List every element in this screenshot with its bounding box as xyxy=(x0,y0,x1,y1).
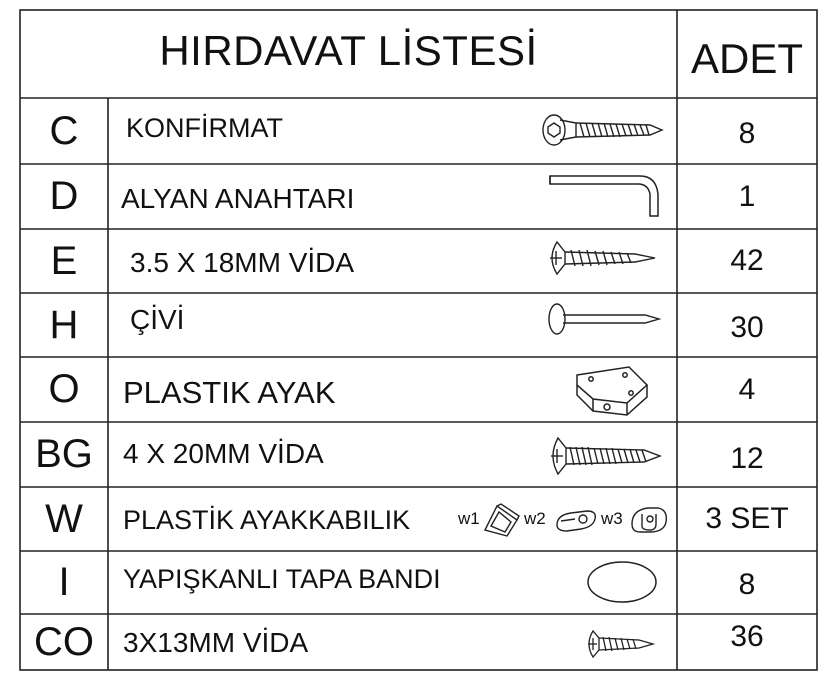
item-name: YAPIŞKANLI TAPA BANDI xyxy=(123,564,441,594)
item-name: 3X13MM VİDA xyxy=(123,627,309,658)
plastic-foot-icon xyxy=(573,363,653,419)
nail-icon xyxy=(545,300,663,340)
part-label-w3: w3 xyxy=(601,509,623,528)
part-label-w1: w1 xyxy=(458,509,480,528)
confirmat-screw-icon xyxy=(538,110,666,150)
item-quantity: 12 xyxy=(730,441,764,475)
shoe-rack-bracket-w3-icon xyxy=(628,502,670,538)
item-code: H xyxy=(49,302,79,347)
item-name: PLASTIK AYAK xyxy=(123,374,336,410)
item-code: W xyxy=(45,496,83,541)
small-screw-icon xyxy=(583,628,657,660)
long-screw-icon xyxy=(546,434,664,478)
item-name: KONFİRMAT xyxy=(126,112,283,143)
part-label-w2: w2 xyxy=(524,509,546,528)
item-code: D xyxy=(49,174,79,218)
shoe-rack-holder-w2-icon xyxy=(553,505,599,535)
item-code: BG xyxy=(35,432,93,476)
table-title: HIRDAVAT LİSTESİ xyxy=(159,27,538,74)
item-name: 3.5 X 18MM VİDA xyxy=(130,247,355,278)
item-code: I xyxy=(58,560,70,604)
item-code: E xyxy=(50,238,78,283)
item-name: PLASTİK AYAKKABILIK xyxy=(123,504,411,535)
adhesive-pad-icon xyxy=(585,558,659,606)
item-quantity: 36 xyxy=(730,620,764,653)
item-code: O xyxy=(48,367,80,411)
item-name: 4 X 20MM VİDA xyxy=(123,437,324,469)
item-name: ÇİVİ xyxy=(130,304,185,335)
shoe-rack-clip-w1-icon xyxy=(481,500,521,540)
phillips-screw-icon xyxy=(545,238,660,278)
item-code: C xyxy=(49,108,79,153)
item-quantity: 4 xyxy=(738,372,756,406)
quantity-header: ADET xyxy=(690,35,803,82)
item-code: CO xyxy=(34,619,94,664)
allen-key-icon xyxy=(548,172,663,222)
item-quantity: 3 SET xyxy=(705,502,789,535)
item-quantity: 42 xyxy=(730,244,764,277)
item-quantity: 8 xyxy=(738,567,756,601)
item-quantity: 8 xyxy=(738,117,756,150)
item-quantity: 30 xyxy=(730,311,764,344)
item-quantity: 1 xyxy=(738,179,756,213)
item-name: ALYAN ANAHTARI xyxy=(121,182,355,214)
